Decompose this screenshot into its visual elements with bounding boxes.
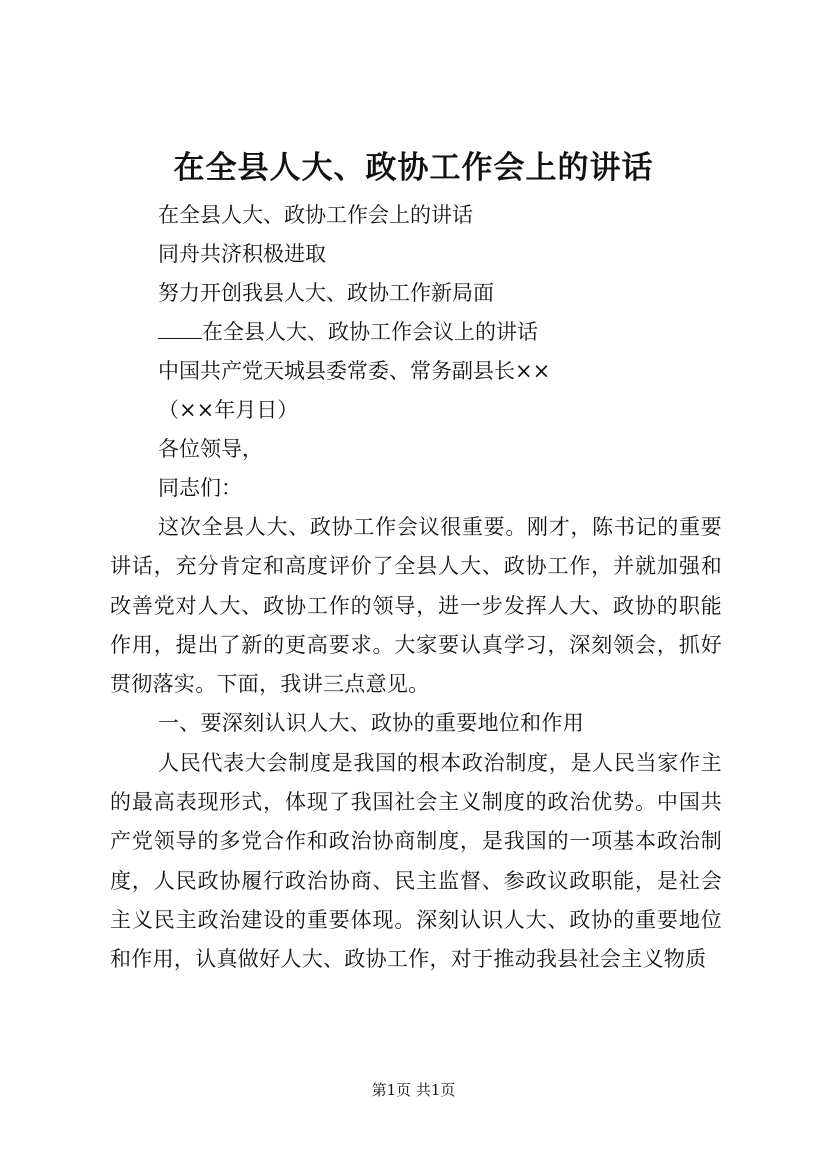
date-line: （××年月日） <box>158 398 299 422</box>
subtitle-line: 在全县人大、政协工作会上的讲话 <box>158 203 473 227</box>
speech-occasion-text: 在全县人大、政协工作会议上的讲话 <box>202 320 538 344</box>
slogan-line-1: 同舟共济积极进取 <box>158 242 326 266</box>
page-footer: 第1页 共1页 <box>371 1081 456 1099</box>
paragraph-section-1: 人民代表大会制度是我国的根本政治制度，是人民当家作主的最高表现形式，体现了我国社会主义制度的政治优势。中国共产党领导的多党合作和政治协商制度，是我国的一项基本政治制度，人民政协履行政治协商、民主监督、参政议政职能，是社会主义民主政治建设的重要体现。深刻认识人大、政协的重要地位和作用，认真做好人大、政协工作，对于推动我县社会主义物质 <box>110 750 722 972</box>
slogan-line-2: 努力开创我县人大、政协工作新局面 <box>158 281 494 305</box>
speech-occasion-line <box>110 313 722 352</box>
salutation-line-2: 同志们： <box>158 476 242 500</box>
document-body <box>110 196 722 980</box>
section-heading-1: 一、要深刻认识人大、政协的重要地位和作用 <box>158 711 584 736</box>
speaker-line: 中国共产党天城县委常委、常务副县长×× <box>158 359 551 383</box>
salutation-line-1: 各位领导， <box>158 437 263 461</box>
blank-underline <box>158 318 202 339</box>
document-title: 在全县人大、政协工作会上的讲话 <box>173 150 654 186</box>
paragraph-intro: 这次全县人大、政协工作会议很重要。刚才，陈书记的重要讲话，充分肯定和高度评价了全县人大、政协工作，并就加强和改善党对人大、政协工作的领导，进一步发挥人大、政协的职能作用，提出了新的更高要求。大家要认真学习，深刻领会，抓好贯彻落实。下面，我讲三点意见。 <box>110 515 722 697</box>
